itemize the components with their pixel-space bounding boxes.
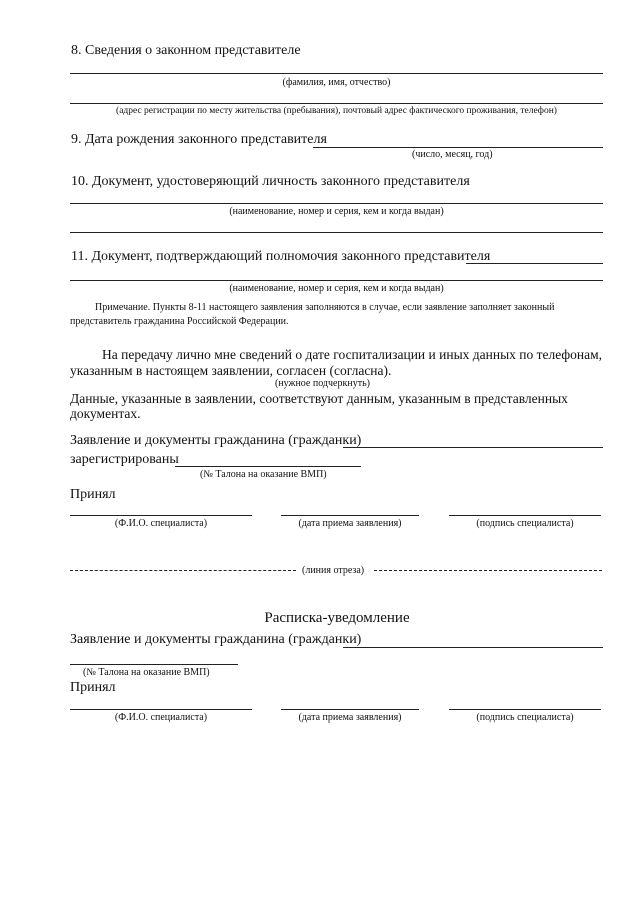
hint-identity-document: (наименование, номер и серия, кем и когда выдан) <box>229 206 444 217</box>
accepted-label: Принял <box>70 487 116 502</box>
receipt-hint-specialist-signature: (подпись специалиста) <box>476 712 574 723</box>
cut-line-right <box>374 570 602 571</box>
authority-document-field[interactable] <box>466 263 603 264</box>
consent-line-1: На передачу лично мне сведений о дате госпитализации и иных данных по телефонам, <box>102 347 603 362</box>
application-date-field[interactable] <box>281 515 419 516</box>
cut-line-label: (линия отреза) <box>302 565 365 576</box>
note-line-1: Примечание. Пункты 8-11 настоящего заявления заполняются в случае, если заявление заполняет законный <box>95 302 555 313</box>
receipt-specialist-signature-field[interactable] <box>449 709 601 710</box>
receipt-talon-field[interactable] <box>70 664 238 665</box>
representative-name-field[interactable] <box>70 73 603 74</box>
receipt-hint-talon: (№ Талона на оказание ВМП) <box>83 667 210 678</box>
data-line-1: Данные, указанные в заявлении, соответствуют данным, указанным в представленных <box>70 391 568 406</box>
hint-underline: (нужное подчеркнуть) <box>275 378 370 389</box>
registration-line-1: Заявление и документы гражданина (гражданки) <box>70 433 362 448</box>
hint-specialist-fio: (Ф.И.О. специалиста) <box>114 518 208 529</box>
specialist-signature-field[interactable] <box>449 515 601 516</box>
receipt-citizen-name-field[interactable] <box>343 647 603 648</box>
hint-address: (адрес регистрации по месту жительства (пребывания), почтовый адрес фактического проживания, телефон) <box>116 106 557 116</box>
receipt-hint-application-date: (дата приема заявления) <box>298 712 402 723</box>
receipt-line-1: Заявление и документы гражданина (гражданки) <box>70 632 362 647</box>
hint-birthdate: (число, месяц, год) <box>412 149 493 160</box>
receipt-accepted-label: Принял <box>70 680 116 695</box>
identity-document-field[interactable] <box>70 203 603 204</box>
birthdate-field[interactable] <box>313 147 603 148</box>
specialist-fio-field[interactable] <box>70 515 252 516</box>
authority-document-field-2[interactable] <box>70 280 603 281</box>
hint-fio: (фамилия, имя, отчество) <box>282 77 391 88</box>
hint-talon: (№ Талона на оказание ВМП) <box>200 469 327 480</box>
hint-application-date: (дата приема заявления) <box>298 518 402 529</box>
hint-specialist-signature: (подпись специалиста) <box>476 518 574 529</box>
receipt-hint-specialist-fio: (Ф.И.О. специалиста) <box>114 712 208 723</box>
note-line-2: представитель гражданина Российской Федерации. <box>70 316 289 327</box>
section-11-label: 11. Документ, подтверждающий полномочия законного представителя <box>71 249 491 264</box>
talon-number-field[interactable] <box>175 466 361 467</box>
receipt-application-date-field[interactable] <box>281 709 419 710</box>
representative-address-field[interactable] <box>70 103 603 104</box>
hint-authority-document: (наименование, номер и серия, кем и когда выдан) <box>229 283 444 294</box>
section-9-label: 9. Дата рождения законного представителя <box>71 132 327 147</box>
section-10-label: 10. Документ, удостоверяющий личность законного представителя <box>71 174 470 189</box>
data-line-2: документах. <box>70 406 141 421</box>
cut-line-left <box>70 570 296 571</box>
receipt-title: Расписка-уведомление <box>264 610 410 626</box>
receipt-specialist-fio-field[interactable] <box>70 709 252 710</box>
section-8-title: 8. Сведения о законном представителе <box>71 43 301 58</box>
citizen-name-field[interactable] <box>343 447 603 448</box>
consent-line-2: указанным в настоящем заявлении, согласен (согласна). <box>70 363 392 378</box>
identity-document-field-2[interactable] <box>70 232 603 233</box>
registration-line-2: зарегистрированы <box>70 452 179 467</box>
